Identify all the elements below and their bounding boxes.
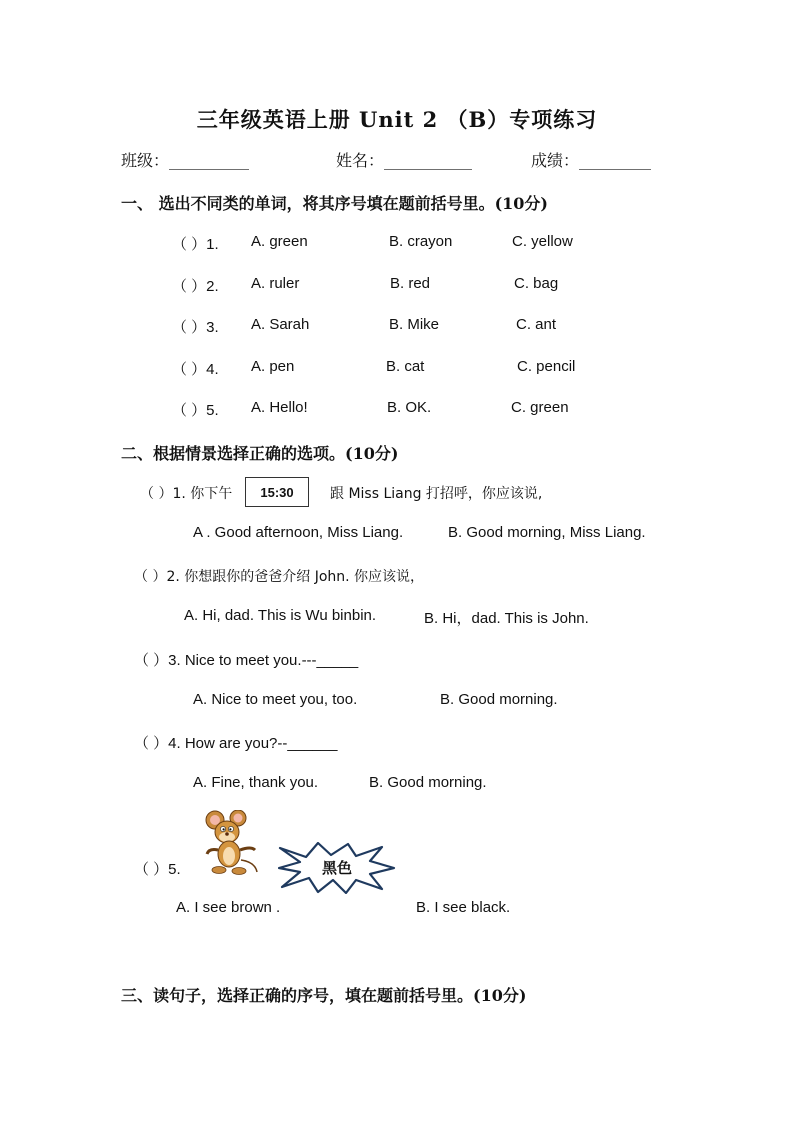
name-field-label: 姓名：___________ — [336, 151, 473, 170]
item-number: （ ）2. — [172, 278, 219, 295]
question-1-option-b: B. Good morning, Miss Liang. — [448, 524, 646, 541]
cartoon-mouse-image — [205, 810, 259, 876]
option-a: A. green — [251, 233, 308, 250]
option-b: B. cat — [386, 358, 425, 375]
option-b: B. red — [390, 275, 431, 292]
score-field-label: 成绩：_________ — [531, 151, 652, 170]
question-3-option-a: A. Nice to meet you, too. — [193, 691, 358, 708]
option-b: B. crayon — [389, 233, 453, 250]
option-a: A. Hello! — [251, 399, 308, 416]
question-5-option-b: B. I see black. — [416, 899, 511, 916]
question-3-option-b: B. Good morning. — [440, 691, 558, 708]
item-number: （ ）3. — [172, 319, 219, 336]
question-4-option-a: A. Fine, thank you. — [193, 774, 319, 791]
option-a: A. ruler — [251, 275, 300, 292]
question-3-prompt: （ ）3. Nice to meet you.---_____ — [134, 652, 359, 669]
starburst-label — [278, 842, 396, 894]
option-c: C. yellow — [512, 233, 573, 250]
starburst-text: 黑色 — [321, 859, 352, 877]
option-c: C. bag — [514, 275, 559, 292]
option-c: C. green — [511, 399, 569, 416]
item-number: （ ）1. — [172, 236, 219, 253]
question-5-option-a: A. I see brown . — [176, 899, 281, 916]
option-b: B. Mike — [389, 316, 440, 333]
item-number: （ ）4. — [172, 361, 219, 378]
question-2-prompt: （ ）2. 你想跟你的爸爸介绍 John. 你应该说， — [134, 569, 425, 585]
page-title: 三年级英语上册 Unit 2 （B）专项练习 — [196, 107, 598, 132]
time-display-box: 15:30 — [245, 477, 309, 507]
question-4-option-b: B. Good morning. — [369, 774, 487, 791]
question-1-prompt: （ ）1. 你下午 — [140, 486, 233, 502]
section-3-heading: 三、读句子，选择正确的序号，填在题前括号里。(10分) — [121, 986, 527, 1005]
option-a: A. pen — [251, 358, 295, 375]
option-c: C. pencil — [517, 358, 576, 375]
question-4-prompt: （ ）4. How are you?--______ — [134, 735, 338, 752]
option-b: B. OK. — [387, 399, 432, 416]
class-field-label: 班级：__________ — [121, 151, 250, 170]
section-1-heading: 一、 选出不同类的单词，将其序号填在题前括号里。(10分) — [121, 194, 548, 213]
option-c: C. ant — [516, 316, 557, 333]
question-5-prompt: （ ）5. — [134, 861, 181, 878]
question-2-option-a: A. Hi, dad. This is Wu binbin. — [184, 607, 377, 624]
question-2-option-b: B. Hi，dad. This is John. — [424, 610, 589, 627]
option-a: A. Sarah — [251, 316, 310, 333]
question-1-prompt-suffix: 跟 Miss Liang 打招呼，你应该说, — [330, 486, 543, 502]
item-number: （ ）5. — [172, 402, 219, 419]
question-1-option-a: A . Good afternoon, Miss Liang. — [193, 524, 404, 541]
section-2-heading: 二、根据情景选择正确的选项。(10分) — [121, 444, 399, 463]
